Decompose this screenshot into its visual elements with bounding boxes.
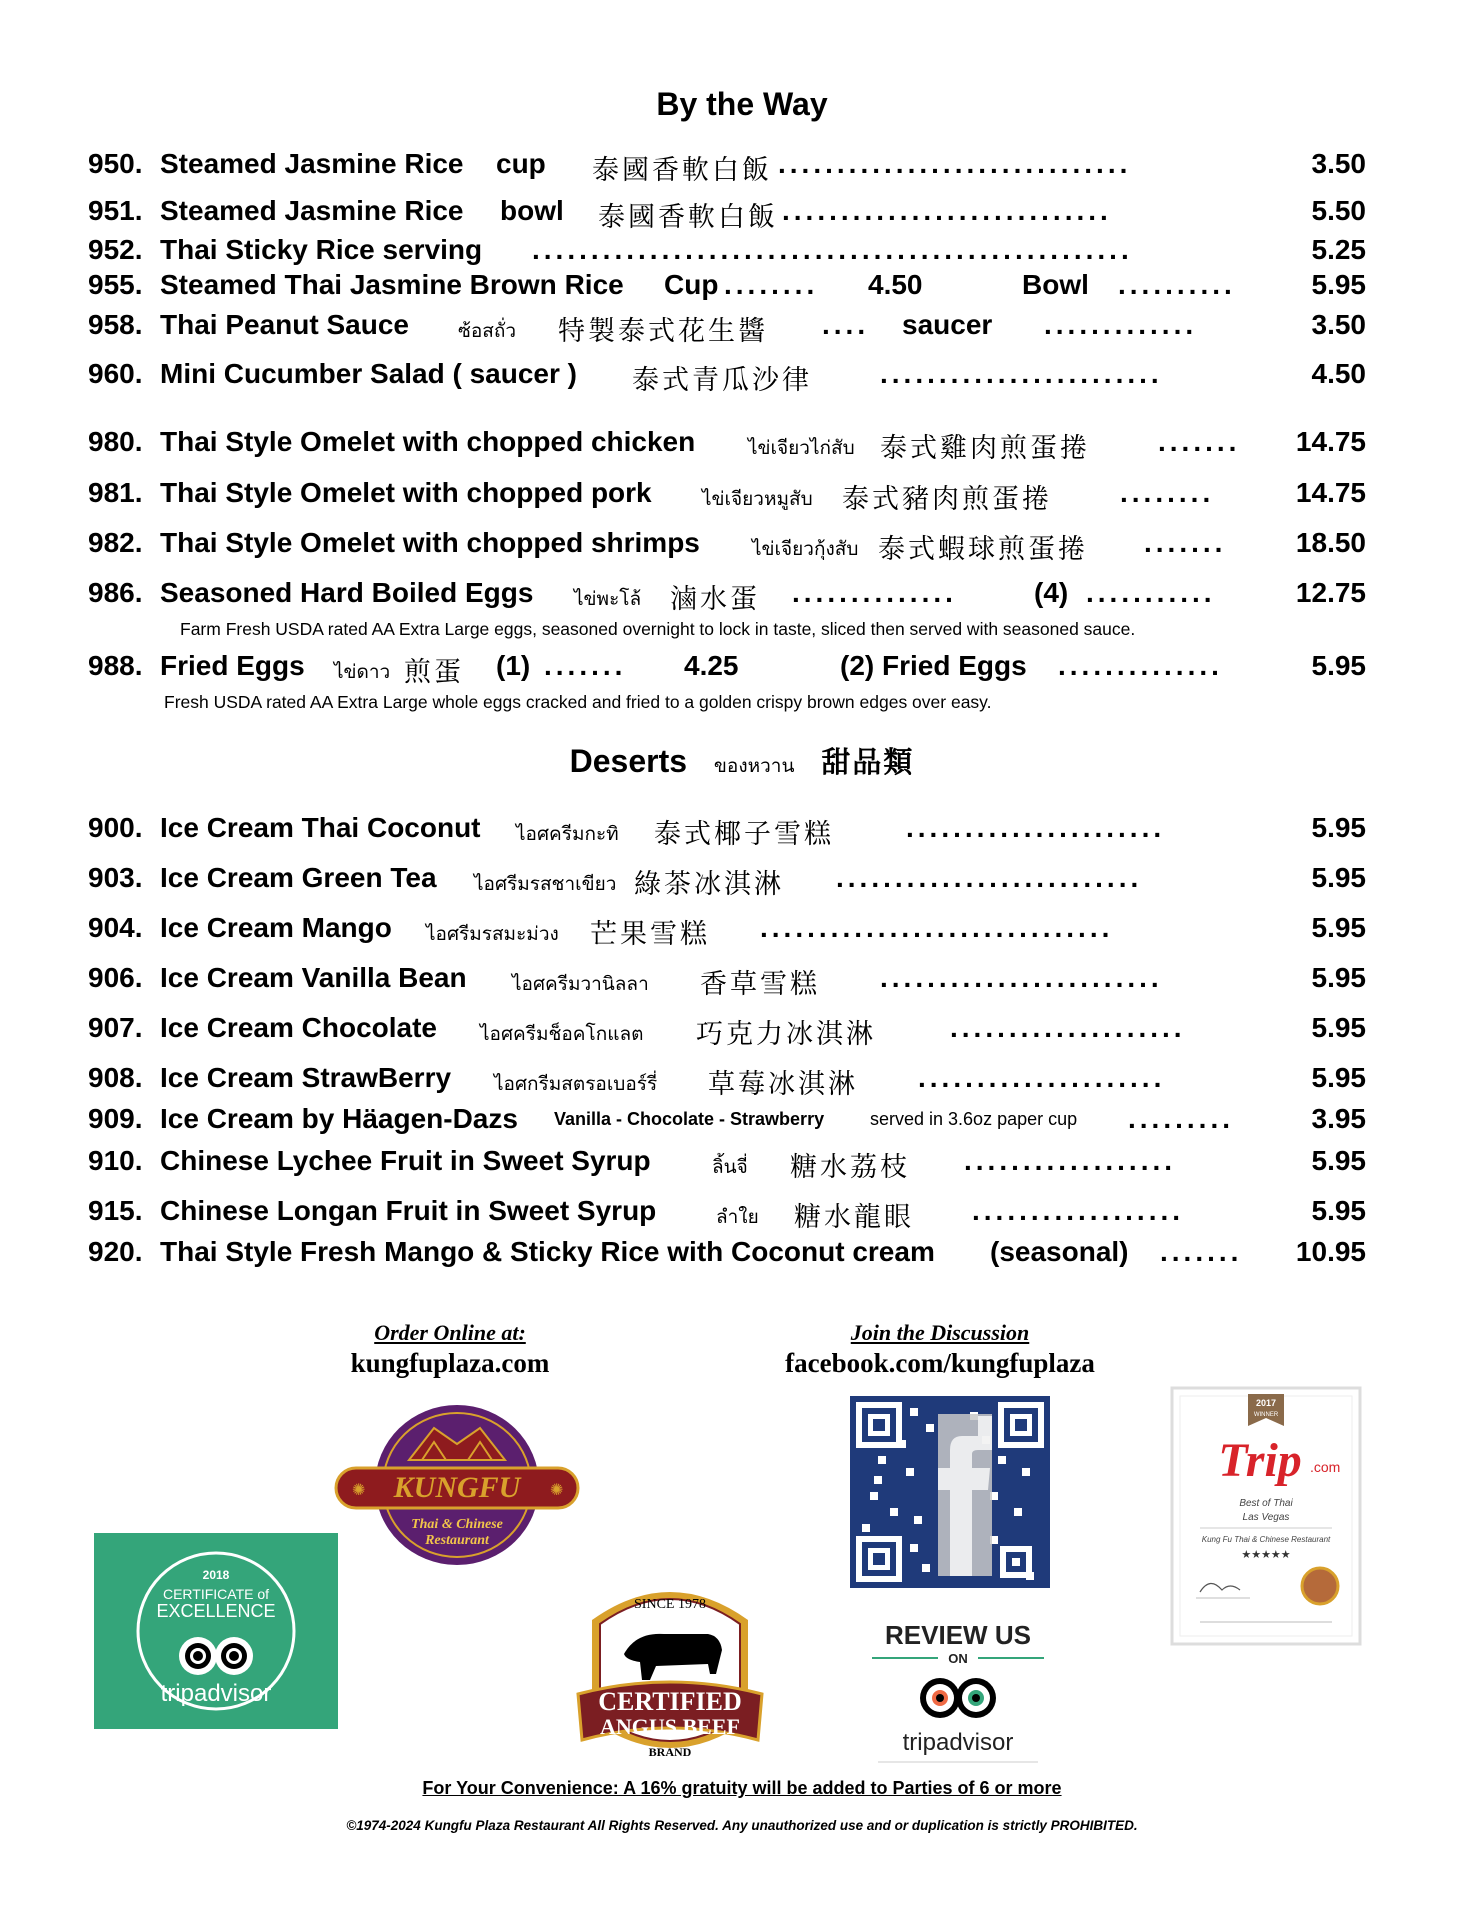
certificate-line1: CERTIFICATE of bbox=[162, 1586, 270, 1602]
item-name: Thai Sticky Rice serving bbox=[160, 234, 483, 265]
item-name: Ice Cream Mango bbox=[160, 912, 392, 943]
leader-dots: ........................ bbox=[880, 358, 1163, 389]
award-stars: ★★★★★ bbox=[1241, 1548, 1291, 1561]
menu-item bbox=[88, 358, 1366, 398]
item-size: saucer bbox=[902, 309, 993, 340]
item-size: bowl bbox=[500, 195, 564, 226]
facebook-url[interactable]: facebook.com/kungfuplaza bbox=[785, 1348, 1095, 1378]
item-thai-name: ไอศครีมวานิลลา bbox=[512, 974, 649, 995]
menu-item bbox=[88, 962, 1366, 1002]
leader-dots: ..................... bbox=[918, 1062, 1166, 1093]
item-number: 955. bbox=[88, 269, 143, 300]
item-chinese-name: 綠茶冰淇淋 bbox=[634, 869, 784, 900]
kungfu-logo-sub2: Restaurant bbox=[425, 1533, 489, 1548]
leader-dots: .............. bbox=[792, 577, 957, 608]
item-name: Ice Cream Chocolate bbox=[160, 1012, 437, 1043]
item-price-cup: 4.50 bbox=[868, 269, 923, 300]
item-thai-name: ซ้อสถั่ว bbox=[458, 321, 517, 342]
item-number: 980. bbox=[88, 426, 143, 457]
leader-dots: .............. bbox=[1058, 650, 1223, 681]
item-number: 950. bbox=[88, 148, 143, 179]
item-price-single: 4.25 bbox=[684, 650, 739, 681]
item-chinese-name: 糖水荔枝 bbox=[790, 1152, 910, 1183]
item-number: 952. bbox=[88, 234, 143, 265]
item-name: Thai Style Omelet with chopped shrimps bbox=[160, 527, 700, 558]
item-thai-name: ไอศรีมรสมะม่วง bbox=[426, 924, 559, 945]
menu-item bbox=[88, 1195, 1366, 1235]
item-quantity: (4) bbox=[1034, 577, 1069, 608]
join-discussion-label: Join the Discussion bbox=[850, 1320, 1030, 1345]
certificate-line2: EXCELLENCE bbox=[156, 1601, 276, 1621]
section-title-chinese: 甜品類 bbox=[821, 745, 915, 779]
item-number: 906. bbox=[88, 962, 143, 993]
review-us-tripadvisor-badge[interactable] bbox=[868, 1614, 1048, 1766]
award-seal-icon bbox=[1302, 1568, 1338, 1604]
leader-dots: .................... bbox=[950, 1012, 1186, 1043]
item-chinese-name: 泰式青瓜沙律 bbox=[632, 365, 812, 396]
item-name: Ice Cream Thai Coconut bbox=[160, 812, 481, 843]
award-year: 2017 bbox=[1255, 1398, 1277, 1408]
section-title-english: Deserts bbox=[569, 743, 688, 779]
item-number: 982. bbox=[88, 527, 143, 558]
kungfu-logo-sub1: Thai & Chinese bbox=[411, 1517, 503, 1532]
item-price: 5.95 bbox=[1311, 269, 1366, 300]
item-quantity: (1) bbox=[496, 650, 531, 681]
item-chinese-name: 泰式蝦球煎蛋捲 bbox=[878, 534, 1088, 565]
copyright-notice: ©1974-2024 Kungfu Plaza Restaurant All Rights Reserved. Any unauthorized use and or duplication is strictly PROHIBITED. bbox=[346, 1818, 1138, 1833]
item-flavors: Vanilla - Chocolate - Strawberry bbox=[554, 1109, 825, 1129]
item-name: Steamed Thai Jasmine Brown Rice bbox=[160, 269, 624, 300]
item-number: 981. bbox=[88, 477, 143, 508]
menu-item bbox=[88, 812, 1366, 852]
item-name: Ice Cream StrawBerry bbox=[160, 1062, 452, 1093]
section-title-by-the-way: By the Way bbox=[656, 86, 828, 122]
leader-dots: .................. bbox=[964, 1145, 1177, 1176]
menu-item bbox=[88, 148, 1366, 188]
menu-item bbox=[88, 862, 1366, 902]
leader-dots: .... bbox=[822, 309, 870, 340]
item-number: 904. bbox=[88, 912, 143, 943]
trip-com-award-certificate bbox=[1170, 1386, 1362, 1646]
item-thai-name: ลิ้นจี่ bbox=[712, 1157, 748, 1178]
menu-item bbox=[88, 1103, 1366, 1143]
svg-text:✺: ✺ bbox=[352, 1482, 366, 1499]
menu-item bbox=[88, 650, 1366, 690]
item-name: Thai Style Fresh Mango & Sticky Rice with Coconut cream bbox=[160, 1236, 935, 1267]
leader-dots: ....... bbox=[1158, 426, 1241, 457]
item-price: 10.95 bbox=[1295, 1236, 1366, 1267]
item-size-cup: Cup bbox=[664, 269, 719, 300]
item-price: 5.95 bbox=[1311, 1145, 1366, 1176]
kungfu-restaurant-logo bbox=[334, 1400, 580, 1566]
leader-dots: ....... bbox=[1144, 527, 1227, 558]
leader-dots: .............................. bbox=[760, 912, 1114, 943]
item-serving-note: served in 3.6oz paper cup bbox=[870, 1109, 1078, 1129]
item-chinese-name: 泰式雞肉煎蛋捲 bbox=[880, 433, 1090, 464]
item-price: 3.50 bbox=[1311, 309, 1366, 340]
item-description: Fresh USDA rated AA Extra Large whole eggs cracked and fried to a golden crispy brown edges over easy. bbox=[164, 692, 992, 712]
award-title: Best of Thai bbox=[1239, 1498, 1293, 1509]
item-number: 920. bbox=[88, 1236, 143, 1267]
item-thai-name: ไอศกรีมสตรอเบอร์รี่ bbox=[494, 1074, 658, 1095]
item-name: Ice Cream by Häagen-Dazs bbox=[160, 1103, 518, 1134]
item-thai-name: ไอศครีมช็อคโกแลต bbox=[480, 1024, 644, 1045]
leader-dots: ........................ bbox=[880, 962, 1163, 993]
item-number: 900. bbox=[88, 812, 143, 843]
gratuity-notice: For Your Convenience: A 16% gratuity will be added to Parties of 6 or more bbox=[422, 1778, 1062, 1798]
leader-dots: ...................... bbox=[906, 812, 1166, 843]
order-online bbox=[300, 1320, 600, 1379]
leader-dots: ........ bbox=[1120, 477, 1215, 508]
leader-dots: .................. bbox=[972, 1195, 1185, 1226]
certificate-year: 2018 bbox=[202, 1568, 230, 1582]
item-price: 14.75 bbox=[1295, 426, 1366, 457]
item-chinese-name: 香草雪糕 bbox=[700, 969, 820, 1000]
item-number: 986. bbox=[88, 577, 143, 608]
leader-dots: ............................ bbox=[782, 195, 1112, 226]
item-chinese-name: 泰式椰子雪糕 bbox=[654, 819, 834, 850]
item-name: Steamed Jasmine Rice bbox=[160, 148, 464, 179]
leader-dots: ....... bbox=[544, 650, 627, 681]
menu-item bbox=[88, 527, 1366, 567]
leader-dots: ................................................... bbox=[532, 234, 1133, 265]
leader-dots: .......................... bbox=[836, 862, 1143, 893]
item-name: Thai Style Omelet with chopped chicken bbox=[160, 426, 696, 457]
facebook-qr-code[interactable] bbox=[850, 1396, 1050, 1588]
item-chinese-name: 泰式豬肉煎蛋捲 bbox=[842, 484, 1052, 515]
menu-item bbox=[88, 912, 1366, 952]
item-name: Mini Cucumber Salad ( saucer ) bbox=[160, 358, 577, 389]
item-price: 5.95 bbox=[1311, 912, 1366, 943]
menu-item bbox=[88, 1236, 1366, 1276]
svg-text:✺: ✺ bbox=[550, 1482, 564, 1499]
item-price: 5.95 bbox=[1311, 1012, 1366, 1043]
menu-item bbox=[88, 1062, 1366, 1102]
order-online-url[interactable]: kungfuplaza.com bbox=[350, 1348, 550, 1378]
angus-line2: ANGUS BEEF bbox=[600, 1714, 740, 1739]
menu-item bbox=[88, 195, 1366, 235]
item-price: 3.95 bbox=[1311, 1103, 1366, 1134]
item-name: Steamed Jasmine Rice bbox=[160, 195, 464, 226]
item-note: (seasonal) bbox=[990, 1236, 1129, 1267]
award-winner: WINNER bbox=[1253, 1412, 1279, 1418]
leader-dots: .......... bbox=[1118, 269, 1236, 300]
item-name: Chinese Lychee Fruit in Sweet Syrup bbox=[160, 1145, 651, 1176]
item-price: 3.50 bbox=[1311, 148, 1366, 179]
trip-logo-text: Trip bbox=[1218, 1434, 1302, 1487]
item-chinese-name: 特製泰式花生醬 bbox=[558, 316, 768, 347]
item-chinese-name: 滷水蛋 bbox=[670, 584, 760, 615]
menu-item bbox=[88, 1145, 1366, 1185]
leader-dots: ......... bbox=[1128, 1103, 1235, 1134]
menu-item bbox=[88, 577, 1366, 617]
item-size-bowl: Bowl bbox=[1022, 269, 1089, 300]
item-price: 5.95 bbox=[1311, 1195, 1366, 1226]
leader-dots: ....... bbox=[1160, 1236, 1243, 1267]
menu-item bbox=[88, 234, 1366, 274]
item-name: Ice Cream Vanilla Bean bbox=[160, 962, 467, 993]
review-on-text: ON bbox=[948, 1651, 968, 1666]
tripadvisor-certificate-badge bbox=[94, 1533, 338, 1729]
item-price: 4.50 bbox=[1311, 358, 1366, 389]
item-thai-name: ไข่เจียวกุ้งสับ bbox=[752, 539, 859, 560]
section-title-thai: ของหวาน bbox=[713, 756, 795, 777]
menu-item bbox=[88, 269, 1366, 309]
item-number: 951. bbox=[88, 195, 143, 226]
item-price: 5.95 bbox=[1311, 1062, 1366, 1093]
angus-brand: BRAND bbox=[648, 1745, 692, 1759]
leader-dots: ........ bbox=[724, 269, 819, 300]
item-thai-name: ไข่เจียวไก่สับ bbox=[748, 438, 855, 459]
award-city: Las Vegas bbox=[1242, 1512, 1290, 1523]
item-number: 908. bbox=[88, 1062, 143, 1093]
kungfu-logo-word: KUNGFU bbox=[393, 1471, 521, 1504]
item-thai-name: ไข่เจียวหมูสับ bbox=[702, 489, 813, 510]
item-chinese-name: 泰國香軟白飯 bbox=[592, 155, 772, 186]
item-price: 5.95 bbox=[1311, 962, 1366, 993]
item-thai-name: ไอศรีมรสชาเขียว bbox=[474, 874, 617, 895]
item-name: Thai Peanut Sauce bbox=[160, 309, 409, 340]
item-price: 18.50 bbox=[1295, 527, 1366, 558]
item-description: Farm Fresh USDA rated AA Extra Large eggs, seasoned overnight to lock in taste, sliced then served with seasoned sauce. bbox=[180, 619, 1136, 639]
item-price: 5.25 bbox=[1311, 234, 1366, 265]
item-number: 915. bbox=[88, 1195, 143, 1226]
item-thai-name: ไอศครีมกะทิ bbox=[516, 824, 619, 845]
section-title-deserts bbox=[0, 740, 1484, 781]
item-chinese-name: 煎蛋 bbox=[404, 657, 464, 688]
item-price: 5.95 bbox=[1311, 650, 1366, 681]
award-restaurant: Kung Fu Thai & Chinese Restaurant bbox=[1201, 1535, 1331, 1544]
item-number: 960. bbox=[88, 358, 143, 389]
menu-item bbox=[88, 309, 1366, 349]
item-chinese-name: 草莓冰淇淋 bbox=[708, 1069, 858, 1100]
item-name: Fried Eggs bbox=[160, 650, 305, 681]
order-online-label: Order Online at: bbox=[374, 1320, 526, 1345]
item-thai-name: ไข่ดาว bbox=[334, 662, 391, 683]
leader-dots: .............................. bbox=[778, 148, 1132, 179]
item-number: 910. bbox=[88, 1145, 143, 1176]
item-chinese-name: 糖水龍眼 bbox=[794, 1202, 914, 1233]
item-number: 909. bbox=[88, 1103, 143, 1134]
menu-item bbox=[88, 477, 1366, 517]
review-brand: tripadvisor bbox=[902, 1729, 1014, 1756]
item-price: 5.95 bbox=[1311, 812, 1366, 843]
item-chinese-name: 巧克力冰淇淋 bbox=[696, 1019, 876, 1050]
item-price: 5.50 bbox=[1311, 195, 1366, 226]
angus-line1: CERTIFIED bbox=[598, 1687, 742, 1716]
leader-dots: ........... bbox=[1086, 577, 1216, 608]
item-thai-name: ไข่พะโล้ bbox=[574, 589, 642, 610]
item-name: Chinese Longan Fruit in Sweet Syrup bbox=[160, 1195, 657, 1226]
item-name: Thai Style Omelet with chopped pork bbox=[160, 477, 652, 508]
item-thai-name: ลำใย bbox=[716, 1207, 759, 1228]
item-number: 988. bbox=[88, 650, 143, 681]
item-name: Ice Cream Green Tea bbox=[160, 862, 437, 893]
leader-dots: ............. bbox=[1044, 309, 1198, 340]
item-price: 5.95 bbox=[1311, 862, 1366, 893]
item-chinese-name: 泰國香軟白飯 bbox=[598, 202, 778, 233]
item-number: 907. bbox=[88, 1012, 143, 1043]
menu-item bbox=[88, 426, 1366, 466]
item-number: 903. bbox=[88, 862, 143, 893]
item-price: 12.75 bbox=[1295, 577, 1366, 608]
certificate-brand: tripadvisor bbox=[160, 1680, 272, 1707]
item-name-double: (2) Fried Eggs bbox=[840, 650, 1027, 681]
item-name: Seasoned Hard Boiled Eggs bbox=[160, 577, 534, 608]
angus-since: SINCE 1978 bbox=[634, 1597, 706, 1612]
review-us-text: REVIEW US bbox=[885, 1620, 1031, 1650]
item-price: 14.75 bbox=[1295, 477, 1366, 508]
trip-logo-tld: .com bbox=[1310, 1459, 1341, 1475]
join-discussion bbox=[770, 1320, 1110, 1379]
item-number: 958. bbox=[88, 309, 143, 340]
item-size: cup bbox=[496, 148, 546, 179]
menu-item bbox=[88, 1012, 1366, 1052]
certified-angus-beef-logo bbox=[574, 1570, 766, 1766]
item-chinese-name: 芒果雪糕 bbox=[590, 919, 710, 950]
